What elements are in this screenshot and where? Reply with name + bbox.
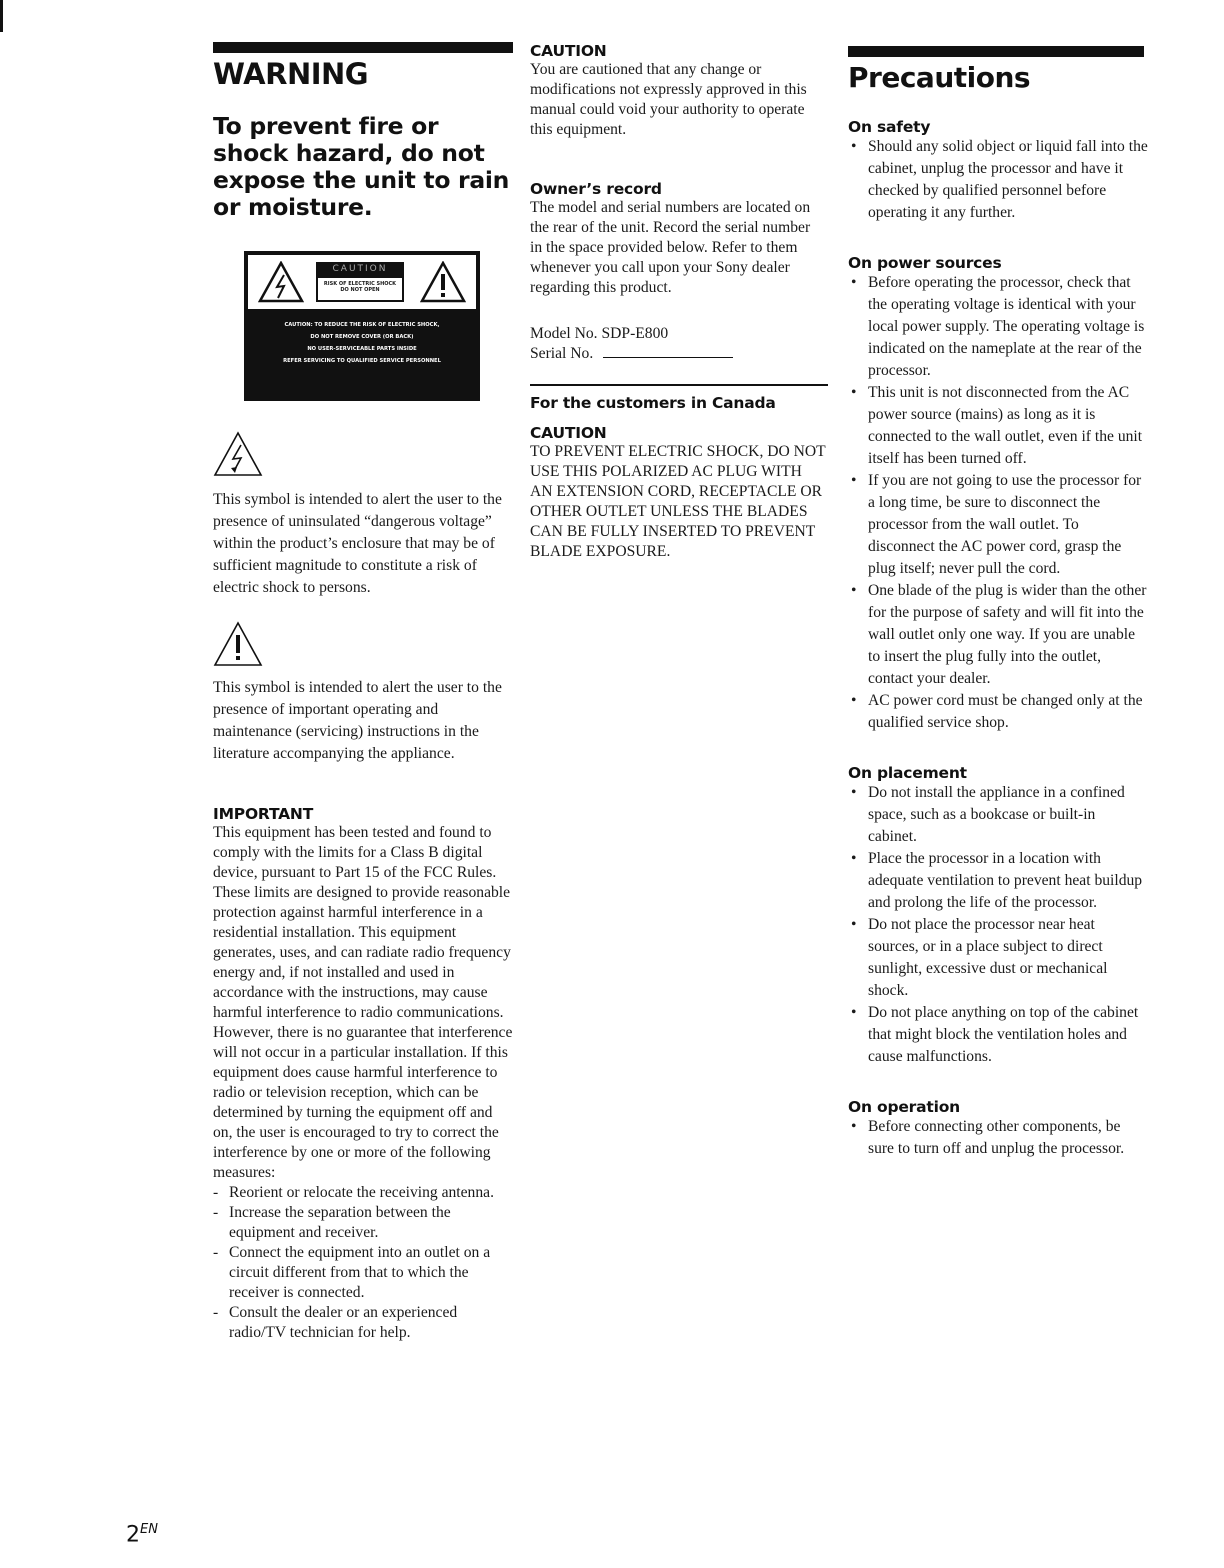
on-placement-heading: On placement bbox=[848, 764, 967, 782]
list-item: - Consult the dealer or an experienced radio/TV technician for help. bbox=[213, 1304, 458, 1341]
list-item: - Reorient or relocate the receiving antenna. bbox=[213, 1184, 494, 1201]
serial-number-blank bbox=[603, 346, 733, 358]
list-item: • Place the processor in a location with adequate ventilation to prevent heat buildup and prolong the life of the processor. bbox=[851, 850, 1143, 911]
precautions-column bbox=[848, 46, 1148, 1160]
caution-label-text-area bbox=[248, 309, 476, 397]
canada-section-rule bbox=[530, 384, 828, 386]
important-paragraph-1: This equipment has been tested and found to comply with the limits for a Class B digital device, pursuant to Part 15 of the FCC Rules. bbox=[213, 824, 497, 881]
caution-label-line-4: REFER SERVICING TO QUALIFIED SERVICE PERSONNEL bbox=[283, 358, 441, 364]
on-operation-list bbox=[848, 1116, 1148, 1160]
exclamation-symbol-description: This symbol is intended to alert the user to the presence of important operating and maintenance (servicing) instructions in the literature accompanying the appliance. bbox=[213, 679, 502, 762]
list-item: • AC power cord must be changed only at the qualified service shop. bbox=[851, 692, 1143, 731]
list-item: • One blade of the plug is wider than the other for the purpose of safety and will fit into the wall outlet only one way. If you are unable to insert the plug fully into the outlet, contact your dealer. bbox=[851, 582, 1147, 687]
serial-label: Serial No. bbox=[530, 345, 594, 362]
list-item: • Before connecting other components, be sure to turn off and unplug the processor. bbox=[851, 1118, 1125, 1157]
on-placement-list bbox=[848, 782, 1148, 1068]
important-paragraph-2: These limits are designed to provide reasonable protection against harmful interference in a residential installation. This equipment generates, uses, and can radiate radio frequency energy and, if not installed and used in accordance with the instructions, may cause harmful interference to radio communications. However, there is no guarantee that interference will not occur in a particular installation. If this equipment does cause harmful interference to radio or television reception, which can be determined by turning the equipment off and on, the user is encouraged to try to correct the interference by one or more of the following measures: bbox=[213, 884, 513, 1181]
caution-label-plate bbox=[316, 262, 404, 302]
caution-heading: CAUTION bbox=[530, 42, 607, 60]
list-item: • If you are not going to use the processor for a long time, be sure to disconnect the processor from the wall outlet. To disconnect the AC power cord, grasp the plug itself; never pull the cord. bbox=[851, 472, 1142, 577]
lightning-warning-icon bbox=[258, 261, 304, 303]
list-item: - Increase the separation between the equipment and receiver. bbox=[213, 1204, 451, 1241]
model-value: SDP-E800 bbox=[601, 325, 669, 342]
important-heading: IMPORTANT bbox=[213, 805, 314, 823]
caution-label-line-1: CAUTION: TO REDUCE THE RISK OF ELECTRIC SHOCK, bbox=[284, 322, 440, 328]
list-item: • Before operating the processor, check that the operating voltage is identical with your local power supply. The operating voltage is indicated on the nameplate at the rear of the processor. bbox=[851, 274, 1145, 379]
on-operation-heading: On operation bbox=[848, 1098, 960, 1116]
lightning-symbol-description: This symbol is intended to alert the user to the presence of uninsulated “dangerous voltage” within the product’s enclosure that may be of sufficient magnitude to constitute a risk of electric shock to persons. bbox=[213, 491, 502, 596]
list-item: • Do not install the appliance in a confined space, such as a bookcase or built-in cabinet. bbox=[851, 784, 1125, 845]
caution-label-line-3: NO USER-SERVICEABLE PARTS INSIDE bbox=[307, 346, 417, 352]
serial-number-line bbox=[530, 344, 828, 364]
canada-caution-text: TO PREVENT ELECTRIC SHOCK, DO NOT USE THIS POLARIZED AC PLUG WITH AN EXTENSION CORD, RECEPTACLE OR OTHER OUTLET UNLESS THE BLADES CAN BE FULLY INSERTED TO PREVENT BLADE EXPOSURE. bbox=[530, 443, 826, 560]
canada-heading: For the customers in Canada bbox=[530, 394, 776, 412]
caution-text: You are cautioned that any change or modifications not expressly approved in this manual could void your authority to operate this equipment. bbox=[530, 61, 807, 138]
model-label: Model No. bbox=[530, 325, 598, 342]
on-safety-list bbox=[848, 136, 1148, 224]
caution-label-small-1: RISK OF ELECTRIC SHOCK bbox=[323, 281, 397, 287]
precautions-title: Precautions bbox=[848, 61, 1031, 94]
caution-label-image bbox=[244, 251, 480, 401]
on-power-sources-list bbox=[848, 272, 1148, 734]
page-number-value: 2 bbox=[126, 1522, 140, 1548]
caution-column bbox=[530, 42, 828, 562]
warning-title: WARNING bbox=[213, 57, 369, 91]
list-item: • Do not place anything on top of the cabinet that might block the ventilation holes and cause malfunctions. bbox=[851, 1004, 1139, 1065]
list-item: • Should any solid object or liquid fall into the cabinet, unplug the processor and have it checked by qualified personnel before operating it any further. bbox=[851, 138, 1148, 221]
list-item: • Do not place the processor near heat sources, or in a place subject to direct sunlight, excessive dust or mechanical shock. bbox=[851, 916, 1108, 999]
on-safety-heading: On safety bbox=[848, 118, 931, 136]
caution-label-small-2: DO NOT OPEN bbox=[340, 287, 380, 293]
on-power-sources-heading: On power sources bbox=[848, 254, 1002, 272]
page-number bbox=[126, 1522, 158, 1547]
hazard-heading: To prevent fire or shock hazard, do not expose the unit to rain or moisture. bbox=[213, 112, 510, 221]
warning-column bbox=[213, 42, 513, 1343]
interference-measures-list bbox=[213, 1183, 513, 1343]
scan-edge-mark bbox=[0, 0, 3, 32]
list-item: - Connect the equipment into an outlet on a circuit different from that to which the receiver is connected. bbox=[213, 1244, 491, 1301]
exclamation-symbol-icon bbox=[213, 621, 263, 667]
canada-caution-heading: CAUTION bbox=[530, 424, 607, 442]
owners-record-heading: Owner’s record bbox=[530, 180, 662, 198]
page-number-suffix: EN bbox=[140, 1522, 158, 1537]
owners-record-text: The model and serial numbers are located on the rear of the unit. Record the serial number in the space provided below. Refer to them whenever you call upon your Sony dealer regarding this product. bbox=[530, 199, 811, 296]
lightning-symbol-icon bbox=[213, 431, 263, 477]
exclamation-warning-icon bbox=[420, 261, 466, 303]
model-number-line bbox=[530, 324, 828, 344]
caution-label-header: CAUTION bbox=[318, 264, 402, 278]
precautions-top-rule bbox=[848, 46, 1144, 57]
list-item: • This unit is not disconnected from the AC power source (mains) as long as it is connected to the wall outlet, even if the unit itself has been turned off. bbox=[851, 384, 1143, 467]
caution-label-line-2: DO NOT REMOVE COVER (OR BACK) bbox=[310, 334, 414, 340]
warning-top-rule bbox=[213, 42, 513, 53]
